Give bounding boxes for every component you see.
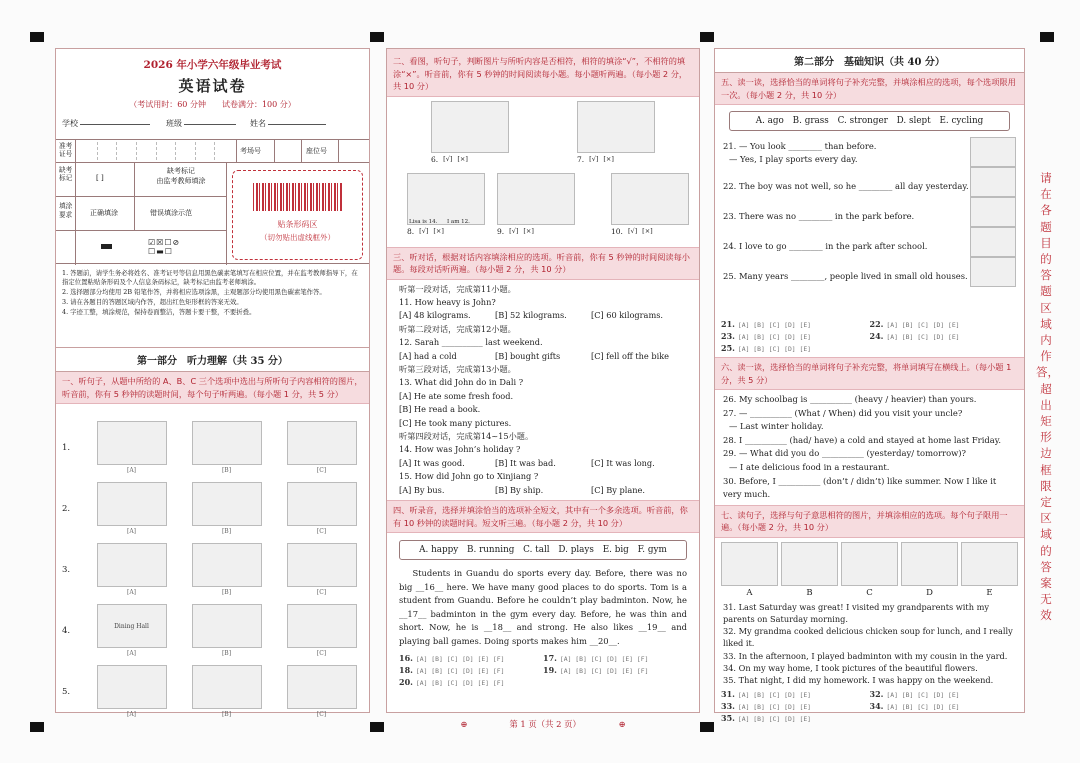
section5-options: A. ago B. grass C. stronger D. slept E. cycling [729,111,1010,131]
option-letter[interactable]: [B] [221,711,232,718]
note-item: 3. 请在各题目的答题区域内作答，超出红色矩形框的答案无效。 [62,298,243,306]
id-label: 准考证号 [59,142,73,158]
section1-grid [56,417,369,722]
question-number: 5. [62,686,71,697]
question-line: 25. Many years ________, people lived in small old houses. [723,271,968,281]
answer-number: 31. [721,689,735,700]
absent-label: 缺考标记 [59,166,73,182]
picture-option[interactable] [841,542,898,598]
section2-pictures [387,97,699,247]
item-number: 8. [407,226,415,236]
question-line: 34. On my way home, I took pictures of the beautiful flowers. [723,662,978,673]
barcode-note: （切勿贴出虚线框外） [260,233,335,242]
column-left [55,48,370,718]
fill-label: 填涂要求 [59,202,73,219]
question-line: [C] He took many pictures. [399,417,512,428]
exam-title: 2026 年小学六年级毕业考试 [143,59,282,71]
fill-wrong-samples: ☑☒☐⊘ ☐▬☐ [148,238,181,256]
answer-row[interactable] [721,713,870,725]
alignment-mark [30,722,44,732]
room-label: 考场号 [240,147,261,155]
question-picture [970,227,1016,257]
question-number: 4. [62,625,71,636]
question-line: 11. How heavy is John? [399,296,496,307]
student-info-row [62,118,363,130]
option-cell[interactable] [179,665,274,718]
question-picture [970,257,1016,287]
question-line: 12. Sarah __________ last weekend. [399,337,543,348]
pencil-case-picture [97,421,167,465]
question-number: 1. [62,442,71,453]
item-label [611,227,695,236]
answer-number: 19. [543,664,557,675]
option-cell[interactable] [179,604,274,657]
exam-meta: （考试用时：60 分钟 试卷满分：100 分） [129,100,296,109]
answer-choices[interactable]: [A] [B] [C] [D] [E] [886,321,960,329]
option-letter[interactable]: [A] [126,589,136,596]
section4-answer-bubbles[interactable] [387,649,699,693]
option-letter: D [926,587,933,598]
answer-number: 23. [721,331,735,341]
answer-choices[interactable]: [A] [B] [C] [D] [E] [886,691,960,700]
answer-choices[interactable]: [A] [B] [C] [D] [E] [F] [415,654,505,663]
id-number-boxes[interactable] [78,142,234,160]
answer-option[interactable]: [B] bought gifts [495,350,561,361]
question-line: 26. My schoolbag is __________ (heavy / heavier) than yours. [723,394,977,404]
check-bubble[interactable]: [√] [589,154,599,163]
pencil-picture [192,421,262,465]
question-line: 30. Before, I __________ (don’t / didn’t) like summer. Now I like it very much. [723,475,997,500]
park-picture [287,543,357,587]
section1-instruction: 一、听句子，从题中所给的 A、B、C 三个选项中选出与所听句子内容相符的图片，听音前，你有 5 秒钟的读题时间，每个句子听两遍。（每小题 1 分，共 5 分） [56,372,369,404]
judgment-item [407,173,491,236]
question-line: — Yes, I play sports every day. [729,154,858,164]
picture-option[interactable] [901,542,958,598]
item-label [431,155,515,164]
option-letter: B [806,587,813,598]
option-letter[interactable]: [C] [316,711,327,718]
section3-instruction: 三、听对话，根据对话内容填涂相应的选项。听音前，你有 5 秒钟的时间阅读每小题。每段对话听两遍。（每小题 2 分，共 10 分） [387,247,699,280]
answer-number: 35. [721,713,735,724]
question-line: 听第四段对话，完成第14~15小题。 [399,430,534,441]
section7-instruction: 七、读句子，选择与句子意思相符的图片，并填涂相应的选项。每个句子限用一遍。（每小题 2 分，共 10 分） [715,505,1024,538]
section7-questions [715,598,1024,689]
answer-choices[interactable]: [A] [B] [C] [D] [E] [737,345,812,353]
answer-number: 25. [721,343,735,353]
question-row [56,600,369,661]
option-letter[interactable]: [A] [126,650,136,657]
page-number: 第 1 页（共 2 页） [509,719,577,729]
answer-option[interactable]: [C] By plane. [591,484,645,495]
column-middle [386,48,700,713]
answer-option[interactable]: [A] It was good. [399,457,465,468]
family-picture [192,543,262,587]
part1-title: 第一部分 听力理解（共 35 分） [56,347,369,372]
option-cell[interactable] [84,665,179,718]
section4-instruction: 四、听录音，选择并填涂恰当的选项补全短文，其中有一个多余选项。听音前，你有 10 秒钟的读题时间。短文听三遍。（每小题 2 分，共 10 分） [387,500,699,533]
question-line: 32. My grandma cooked delicious chicken soup for lunch, and I really liked it. [723,626,1013,649]
alignment-mark [700,722,714,732]
option-cell[interactable] [274,482,369,535]
cycling-picture [192,665,262,709]
cross-bubble[interactable]: [×] [642,226,653,235]
option-row [399,309,687,322]
option-row [399,457,687,470]
item-picture [611,173,689,225]
section7-answer-bubbles[interactable] [715,689,1024,725]
answer-row[interactable] [721,331,870,343]
section7-pictures [715,538,1024,598]
question-line: 听第二段对话，完成第12小题。 [399,323,516,334]
item-label [577,155,661,164]
option-letter: C [866,587,873,598]
option-picture [841,542,898,586]
skating-picture [287,665,357,709]
option-cell[interactable] [84,604,179,657]
cooking-picture [97,482,167,526]
judgment-item [611,173,695,236]
option-letter[interactable]: [A] [126,711,136,718]
question-line: 28. I __________ (had/ have) a cold and stayed at home last Friday. [723,434,1002,445]
answer-number: 20. [399,676,413,687]
question-line: 14. How was John’s holiday ? [399,444,521,455]
answer-number: 18. [399,664,413,675]
option-picture [781,542,838,586]
answer-choices[interactable]: [A] [B] [C] [D] [E] [F] [559,654,649,663]
seat-label: 座位号 [306,147,327,155]
answer-number: 24. [869,331,884,341]
name-label: 姓名 [250,119,266,128]
snowman-picture [97,665,167,709]
question-line: 听第一段对话，完成第11小题。 [399,283,516,294]
class-label: 班级 [166,119,182,128]
option-letter[interactable]: [A] [126,528,136,535]
exam-subject: 英语试卷 [178,77,247,95]
alignment-mark [1040,32,1054,42]
question-line: — I ate delicious food in a restaurant. [729,461,890,472]
fill-right-label: 正确填涂 [90,209,118,217]
option-cell[interactable] [274,421,369,474]
cross-bubble[interactable]: [×] [433,226,444,235]
cooking-picture [192,482,262,526]
iam-text: I am 12. [447,218,470,225]
store-picture [192,604,262,648]
option-letter[interactable]: [B] [221,650,232,657]
fill-correct-sample [101,244,112,249]
question-line: [A] He ate some fresh food. [399,390,514,401]
barcode-label: 贴条形码区 [277,220,318,229]
item-number: 10. [611,226,623,236]
part2-title: 第二部分 基础知识（共 40 分） [715,49,1024,73]
item-number: 7. [577,154,585,164]
answer-number: 34. [869,701,884,712]
question-picture [970,137,1016,167]
tv-picture [97,543,167,587]
question-line: 33. In the afternoon, I played badminton with my cousin in the yard. [723,650,1008,661]
alignment-mark [30,32,44,42]
alignment-mark [700,32,714,42]
answer-option[interactable]: [B] It was bad. [495,457,556,468]
check-bubble[interactable]: [√] [419,226,429,235]
question-line: 29. — What did you do __________ (yesterday/ tomorrow)? [723,448,967,459]
question-line: 35. That night, I did my homework. I was happy on the weekend. [723,674,994,685]
answer-option[interactable]: [B] 52 kilograms. [495,310,567,321]
question-line: — Last winter holiday. [729,421,824,432]
absent-checkbox[interactable]: [ ] [96,174,104,182]
answer-option[interactable]: [B] By ship. [495,484,544,495]
option-cell[interactable] [274,604,369,657]
judgment-item [431,101,515,164]
answer-choices[interactable]: [A] [B] [C] [D] [E] [F] [415,666,505,675]
answer-number: 17. [543,652,557,663]
answer-option[interactable]: [C] fell off the bike [591,350,669,361]
section2-instruction: 二、看图，听句子，判断图片与所听内容是否相符，相符的填涂“√”，不相符的填涂“×”。听音前，你有 5 秒钟的时间阅读每小题。每小题听两遍。（每小题 2 分，共 10 分） [387,49,699,97]
answer-row[interactable] [399,653,543,665]
item-label [407,227,491,236]
answer-row[interactable] [399,677,543,689]
note-item: 4. 字迹工整，填涂规范，保持卷面整洁，答题卡要干整，不要折叠。 [62,308,256,316]
answer-row[interactable] [870,331,1019,343]
option-cell[interactable] [274,543,369,596]
section6-questions [715,390,1024,505]
answer-row[interactable] [870,319,1019,331]
check-bubble[interactable]: [√] [509,226,519,235]
answer-number: 32. [869,689,884,700]
question-line: 31. Last Saturday was great! I visited my grandparents with my parents on Saturday morning. [723,601,989,624]
item-number: 6. [431,154,439,164]
pen-picture [287,421,357,465]
answer-row[interactable] [721,689,870,701]
check-bubble[interactable]: [√] [627,226,638,235]
question-number: 2. [62,503,71,514]
answer-choices[interactable]: [A] [B] [C] [D] [E] [F] [559,666,649,675]
answer-choices[interactable]: [A] [B] [C] [D] [E] [737,703,812,712]
answer-row[interactable] [721,343,870,355]
item-number: 9. [497,226,505,236]
item-picture [577,101,655,153]
answer-row[interactable] [543,653,687,665]
fill-wrong-label: 错误填涂示范 [150,209,192,217]
option-cell[interactable] [179,482,274,535]
cooking-picture [287,482,357,526]
class-field[interactable] [184,124,236,125]
school-field[interactable] [80,124,150,125]
answer-row[interactable] [543,665,687,677]
picture-option[interactable] [961,542,1018,598]
judgment-item [497,173,581,236]
item-picture [431,101,509,153]
school-label: 学校 [62,119,78,128]
check-bubble[interactable]: [√] [443,154,453,163]
answer-choices[interactable]: [A] [B] [C] [D] [E] [886,333,960,341]
option-row [399,350,687,363]
question-row [56,539,369,600]
question-line: 22. The boy was not well, so he ________ all day yesterday. [723,181,969,191]
option-letter[interactable]: [B] [221,528,232,535]
barcode-area [232,170,363,260]
question-line: 15. How did John go to Xinjiang ? [399,471,539,482]
answer-choices[interactable]: [A] [B] [C] [D] [E] [737,691,812,700]
answer-option[interactable]: [A] 48 kilograms. [399,310,471,321]
option-letter[interactable]: [C] [316,528,327,535]
answer-option[interactable]: [C] It was long. [591,457,655,468]
candidate-info-grid [56,139,369,264]
item-picture [497,173,575,225]
option-cell[interactable] [84,421,179,474]
note-item: 1. 答题前，请学生务必将姓名、准考证号等信息用黑色碳素笔填写在相应位置，并在监考教师指导下，在指定位置粘贴条形码及个人信息条码标记，缺考标记由监考老师填涂。 [62,269,358,286]
option-cell[interactable] [84,543,179,596]
question-picture [970,197,1016,227]
option-cell[interactable] [84,482,179,535]
option-letter[interactable]: [C] [316,589,327,596]
picture-option[interactable] [781,542,838,598]
cross-bubble[interactable]: [×] [457,154,468,163]
absent-note: 缺考标记 由监考教师填涂 [156,167,206,185]
option-cell[interactable] [179,543,274,596]
option-row [399,484,687,497]
item-label [497,227,581,236]
answer-row[interactable] [721,319,870,331]
question-line: 听第三段对话，完成第13小题。 [399,363,516,374]
section3-questions [387,280,699,501]
page-footer: ⊕ 第 1 页（共 2 页） ⊕ [460,719,626,729]
section4-passage [387,567,699,649]
question-line: 27. — __________ (What / When) did you visit your uncle? [723,407,963,418]
answer-option[interactable]: [A] had a cold [399,350,457,361]
alignment-mark [370,722,384,732]
answer-option[interactable]: [A] By bus. [399,484,445,495]
answer-number: 21. [721,319,735,329]
answer-choices[interactable]: [A] [B] [C] [D] [E] [737,333,812,341]
answer-row[interactable] [721,701,870,713]
question-row [56,661,369,722]
passage-paragraph: Students in Guandu do sports every day. Before, there was no big __16__ here. We have many good places to do sports. Tom is a student from Guandu. Before he couldn’t play badminton. Now, he __17__ badminton in the gym every day. Before, he was thin and short. Now, he is __18__ and strong. He also likes __19__ and playing ball games. Doing sports makes him __20__. [399,568,687,646]
part1-panel [56,347,369,404]
question-line: [B] He read a book. [399,404,481,415]
question-picture [970,167,1016,197]
cross-bubble[interactable]: [×] [523,226,534,235]
question-line: 23. There was no ________ in the park before. [723,211,915,221]
question-line: 21. — You look ________ than before. [723,141,877,151]
answer-number: 33. [721,701,735,712]
question-row [56,478,369,539]
question-line: 13. What did John do in Dali ? [399,377,524,388]
option-picture [721,542,778,586]
picture-option[interactable] [721,542,778,598]
option-letter: E [986,587,993,598]
option-letter[interactable]: [C] [316,467,327,474]
question-line: 24. I love to go ________ in the park after school. [723,241,928,251]
section5-instruction: 五、读一读，选择恰当的单词将句子补充完整，并填涂相应的选项，每个选项限用一次。（每小题 2 分，共 10 分） [715,73,1024,105]
answer-choices[interactable]: [A] [B] [C] [D] [E] [F] [415,678,505,687]
option-letter: A [746,587,753,598]
section4-options: A. happy B. running C. tall D. plays E. big F. gym [399,540,687,560]
notes-list [62,269,364,318]
answer-row[interactable] [399,665,543,677]
option-letter[interactable]: [A] [126,467,136,474]
answer-number: 22. [869,319,884,329]
option-letter[interactable]: [C] [316,650,327,657]
answer-choices[interactable]: [A] [B] [C] [D] [E] [886,703,960,712]
option-letter[interactable]: [B] [221,589,232,596]
section5-answer-bubbles[interactable] [715,319,1024,355]
answer-row[interactable] [870,689,1019,701]
item-picture [407,173,485,225]
section6-instruction: 六、读一读，选择恰当的单词将句子补充完整，将单词填写在横线上。（每小题 1 分，共 5 分） [715,357,1024,390]
alignment-mark [370,32,384,42]
dining-hall-picture: Dining Hall [97,604,167,648]
option-cell[interactable] [179,421,274,474]
judgment-item [577,101,661,164]
barcode-graphic [253,183,343,211]
answer-choices[interactable]: [A] [B] [C] [D] [E] [737,321,812,329]
option-picture [961,542,1018,586]
lisa-text: Lisa is 14. [409,218,438,225]
answer-row[interactable] [870,701,1019,713]
side-warning-note: 请在各题目的答题区域内作答，超出矩形边框限定区域的答案无效 [1036,171,1059,623]
option-letter[interactable]: [B] [221,467,232,474]
option-picture [901,542,958,586]
name-field[interactable] [268,124,326,125]
answer-number: 16. [399,652,413,663]
answer-option[interactable]: [C] 60 kilograms. [591,310,664,321]
house-picture [287,604,357,648]
answer-choices[interactable]: [A] [B] [C] [D] [E] [737,715,812,724]
question-number: 3. [62,564,71,575]
option-cell[interactable] [274,665,369,718]
cross-bubble[interactable]: [×] [603,154,614,163]
section5-questions [715,137,1024,319]
column-right [714,48,1025,724]
question-row [56,417,369,478]
note-item: 2. 选择题部分均使用 2B 铅笔作答，并将相应选项涂黑，主观题部分均使用黑色碳素笔作答。 [62,288,326,296]
